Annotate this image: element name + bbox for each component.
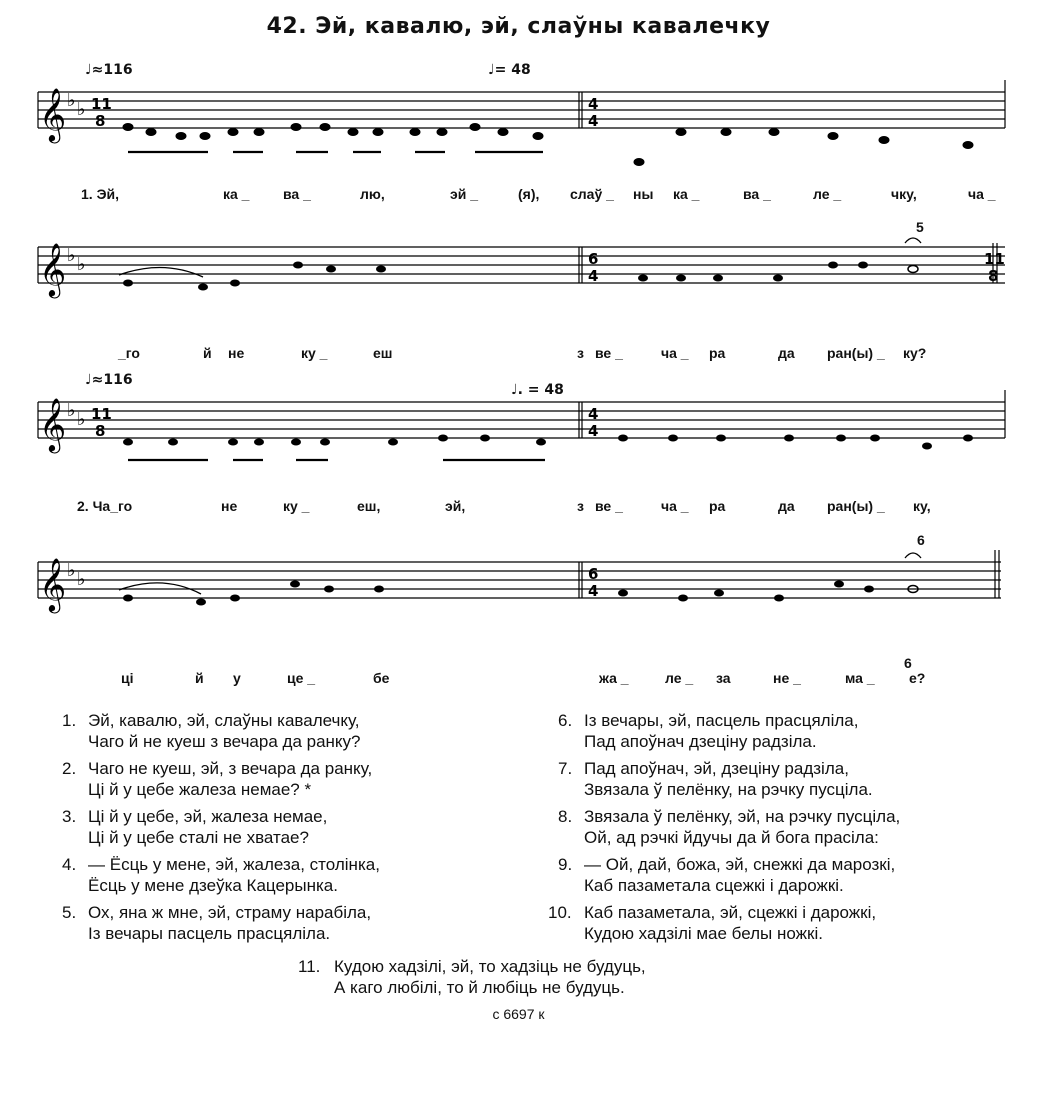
svg-text:11: 11: [91, 405, 112, 423]
verse-line: Звязала ў пелёнку, на рэчку пусціла.: [584, 780, 873, 799]
verse-number: 6.: [558, 711, 573, 730]
verse: [62, 710, 380, 752]
syllable: лю,: [360, 186, 385, 202]
svg-text:11: 11: [984, 250, 1005, 268]
syllable: ран(ы) _: [827, 498, 885, 514]
syllable: з: [577, 498, 584, 514]
verse: [62, 902, 380, 944]
music-system-4: [33, 530, 1008, 700]
syllable: ма _: [845, 670, 875, 686]
svg-text:6: 6: [588, 565, 599, 583]
lyrics-line-2: [33, 345, 1008, 363]
syllable: ран(ы) _: [827, 345, 885, 361]
svg-text:♭: ♭: [67, 560, 76, 581]
svg-text:4: 4: [588, 267, 599, 285]
footer-code: с 6697 к: [492, 1006, 545, 1022]
verse-number: 11.: [298, 957, 321, 976]
svg-text:♭: ♭: [77, 409, 86, 430]
verse-number: 2.: [62, 759, 77, 778]
syllable: е?: [909, 670, 926, 686]
svg-text:6: 6: [588, 250, 599, 268]
tempo-marking: ♩= 48: [488, 62, 531, 78]
verse-line: Ёсць у мене дзеўка Кацерынка.: [88, 876, 338, 895]
verse: [298, 956, 646, 998]
staff-2: [33, 215, 1008, 365]
verse-line: — Ой, дай, божа, эй, снежкі да марозкі,: [584, 855, 896, 874]
verse-number: 4.: [62, 855, 77, 874]
svg-text:4: 4: [588, 112, 599, 130]
verse-line: Ці й у цебе жалеза немае? *: [88, 780, 312, 799]
verse-line: Кудою хадзілі, эй, то хадзіць не будуць,: [334, 957, 646, 976]
svg-text:𝄞: 𝄞: [39, 397, 67, 451]
verse-number: 3.: [62, 807, 77, 826]
verse: [62, 854, 380, 896]
music-system-1: [33, 60, 1008, 210]
verse-line: Із вечары пасцель прасцяліла.: [88, 924, 331, 943]
staff-4: [33, 530, 1008, 680]
verse: [548, 806, 900, 848]
syllable: слаў _: [570, 186, 614, 202]
verse-line: Каб пазаметала, эй, сцежкі і дарожкі,: [584, 903, 877, 922]
verse: [548, 854, 900, 896]
tempo-marking: ♩≈116: [85, 62, 133, 78]
verse-line: Ох, яна ж мне, эй, страму нарабіла,: [88, 903, 372, 922]
syllable: ва _: [743, 186, 771, 202]
syllable: _го: [118, 345, 140, 361]
syllable: ра: [709, 345, 726, 361]
verse-number: 10.: [548, 903, 572, 922]
verse: [548, 902, 900, 944]
svg-text:♭: ♭: [77, 569, 86, 590]
syllable: бе: [373, 670, 390, 686]
syllable: ча _: [661, 345, 689, 361]
verse-line: Ці й у цебе, эй, жалеза немае,: [88, 807, 328, 826]
verse: [62, 806, 380, 848]
svg-text:4: 4: [588, 95, 599, 113]
verse-number: 9.: [558, 855, 573, 874]
syllable: ку,: [913, 498, 931, 514]
syllable: ка _: [673, 186, 700, 202]
verse: [548, 710, 900, 752]
syllable: ча _: [661, 498, 689, 514]
verse-line: Звязала ў пелёнку, эй, на рэчку пусціла,: [584, 807, 901, 826]
treble-clef-icon: 𝄞: [39, 87, 67, 141]
syllable: (я),: [518, 186, 540, 202]
syllable: ці: [121, 670, 134, 686]
verse-line: Чаго й не куеш з вечара да ранку?: [88, 732, 361, 751]
svg-text:4: 4: [588, 582, 599, 600]
song-title: 42. Эй, кавалю, эй, слаўны кавалечку: [266, 14, 771, 39]
verse-number: 8.: [558, 807, 573, 826]
syllable: эй,: [445, 498, 466, 514]
music-system-3: [33, 370, 1008, 520]
syllable: у: [233, 670, 241, 686]
syllable: да: [778, 345, 795, 361]
syllable: ве _: [595, 345, 623, 361]
svg-text:11: 11: [91, 95, 112, 113]
fingering-mark: 6: [904, 655, 912, 671]
verse-line: Каб пазаметала сцежкі і дарожкі.: [584, 876, 844, 895]
syllable: еш: [373, 345, 393, 361]
verse-line: Пад апоўнач, эй, дзеціну радзіла,: [584, 759, 849, 778]
svg-text:8: 8: [988, 267, 999, 285]
svg-text:♭: ♭: [67, 400, 76, 421]
verse-number: 7.: [558, 759, 573, 778]
verse-line: А каго любілі, то й любіць не будуць.: [334, 978, 625, 997]
syllable: й: [195, 670, 204, 686]
verse-line: Із вечары, эй, пасцель прасцяліла,: [584, 711, 859, 730]
syllable: еш,: [357, 498, 381, 514]
svg-text:4: 4: [588, 405, 599, 423]
syllable: да: [778, 498, 795, 514]
syllable: ве _: [595, 498, 623, 514]
syllable: не: [221, 498, 238, 514]
svg-text:♭: ♭: [67, 90, 76, 111]
lyrics-line-3: [33, 498, 1008, 516]
syllable: эй _: [450, 186, 479, 202]
svg-text:8: 8: [95, 422, 106, 440]
svg-text:8: 8: [95, 112, 106, 130]
syllable: ны: [633, 186, 654, 202]
verse-line: Чаго не куеш, эй, з вечара да ранку,: [88, 759, 373, 778]
svg-text:♭: ♭: [77, 254, 86, 275]
syllable: ва _: [283, 186, 311, 202]
svg-text:𝄞: 𝄞: [39, 242, 67, 296]
verse-line: Эй, кавалю, эй, слаўны кавалечку,: [88, 711, 360, 730]
syllable: ле _: [813, 186, 842, 202]
verse: [548, 758, 900, 800]
verses-left-column: [62, 710, 380, 950]
verses-right-column: [548, 710, 900, 950]
verse-line: Кудою хадзілі мае белы ножкі.: [584, 924, 823, 943]
svg-text:♭: ♭: [77, 99, 86, 120]
syllable: не: [228, 345, 245, 361]
syllable: ка _: [223, 186, 250, 202]
music-system-2: [33, 215, 1008, 365]
fingering-mark: 6: [917, 532, 925, 548]
verse-number: 5.: [62, 903, 77, 922]
syllable: це _: [287, 670, 316, 686]
fingering-mark: 5: [916, 219, 924, 235]
syllable: ле _: [665, 670, 694, 686]
verse-line: Пад апоўнач дзеціну радзіла.: [584, 732, 817, 751]
svg-text:♭: ♭: [67, 245, 76, 266]
svg-text:4: 4: [588, 422, 599, 440]
syllable: за: [716, 670, 731, 686]
tempo-marking: ♩≈116: [85, 372, 133, 388]
lyrics-line-4: [33, 670, 1008, 688]
tempo-marking: ♩. = 48: [511, 382, 564, 398]
verse-line: — Ёсць у мене, эй, жалеза, столінка,: [88, 855, 380, 874]
verse-number: 1.: [62, 711, 77, 730]
syllable: 1. Эй,: [81, 186, 120, 202]
verse: [62, 758, 380, 800]
syllable: з: [577, 345, 584, 361]
syllable: ку _: [301, 345, 328, 361]
syllable: ку _: [283, 498, 310, 514]
syllable: жа _: [599, 670, 629, 686]
verse-line: Ці й у цебе сталі не хватае?: [88, 828, 309, 847]
syllable: чку,: [891, 186, 917, 202]
syllable: не _: [773, 670, 801, 686]
syllable: 2. Ча_го: [77, 498, 133, 514]
syllable: й: [203, 345, 212, 361]
verse-last: [298, 956, 646, 1004]
lyrics-line-1: [33, 186, 1008, 204]
svg-text:𝄞: 𝄞: [39, 557, 67, 611]
syllable: ча _: [968, 186, 996, 202]
syllable: ку?: [903, 345, 927, 361]
verse-line: Ой, ад рэчкі йдучы да й бога прасіла:: [584, 828, 879, 847]
syllable: ра: [709, 498, 726, 514]
